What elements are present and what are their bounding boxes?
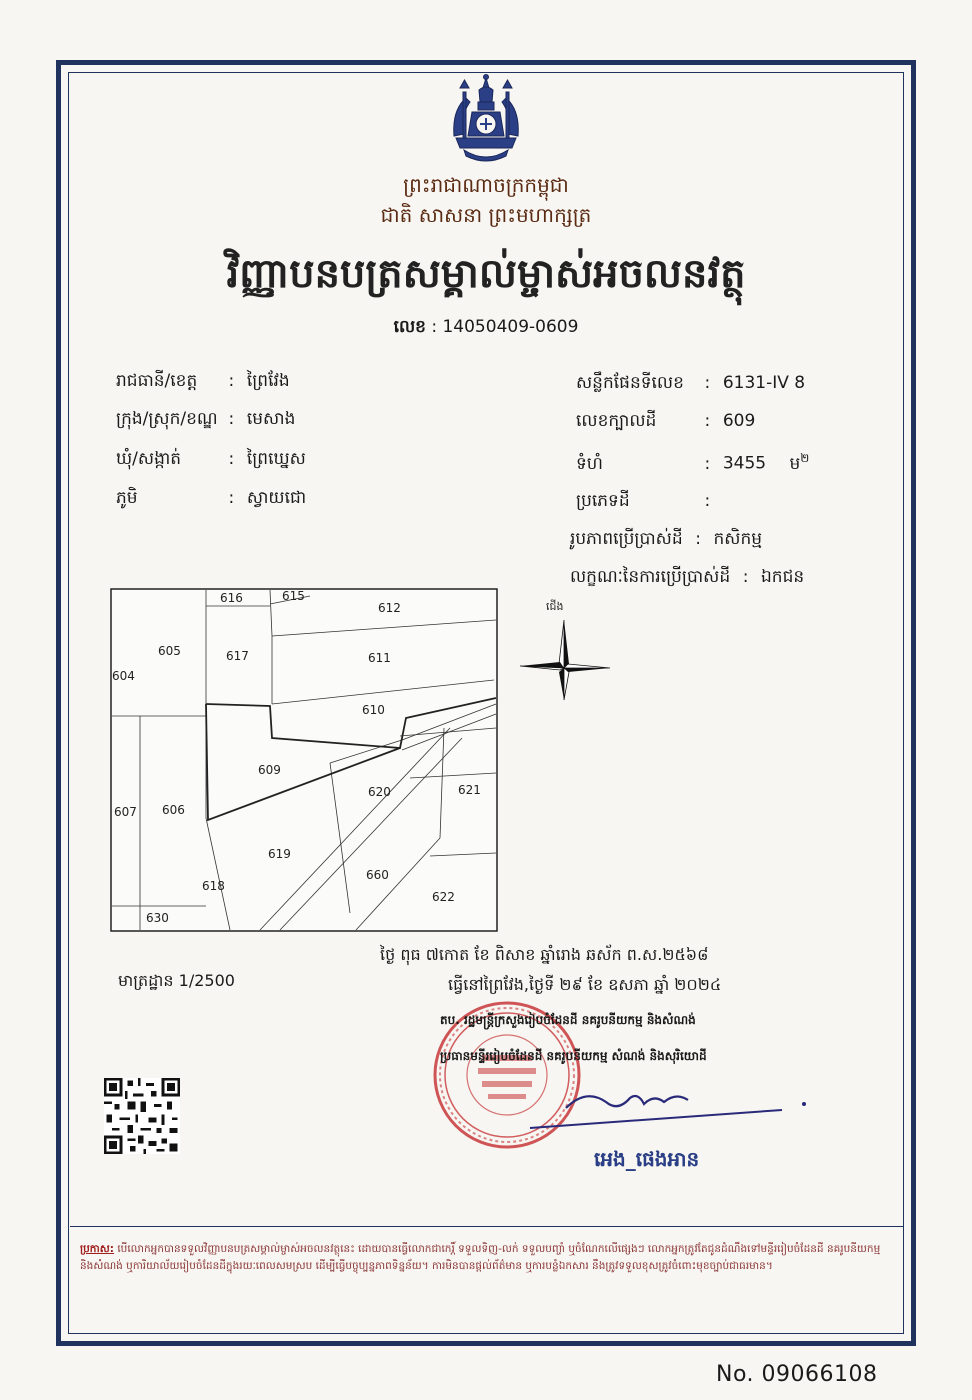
- parcel-605: 605: [158, 644, 181, 658]
- parcel-604: 604: [112, 669, 135, 683]
- colon: :: [742, 567, 749, 587]
- parcel-617: 617: [226, 649, 249, 663]
- qr-code: [104, 1078, 180, 1154]
- kingdom-heading: ព្រះរាជាណាចក្រកម្ពុជា: [403, 173, 569, 197]
- field-province-value: ព្រៃវែង: [246, 371, 290, 391]
- field-land-use: [570, 528, 762, 553]
- field-parcel-number-value: 609: [722, 411, 756, 431]
- colon: :: [228, 488, 235, 508]
- parcel-616: 616: [220, 591, 243, 605]
- field-land-use-label: រូបភាពប្រើប្រាស់ដី: [570, 529, 683, 549]
- parcel-620: 620: [368, 785, 391, 799]
- parcel-611: 611: [368, 651, 391, 665]
- field-village-value: ស្វាយជោ: [246, 488, 307, 508]
- field-area: [576, 450, 809, 478]
- field-map-sheet-value: 6131-IV 8: [722, 373, 806, 393]
- field-province-label: រាជធានី/ខេត្ត: [116, 371, 198, 391]
- certificate-number-label: លេខ: [393, 317, 426, 337]
- field-land-use-value: កសិកម្ម: [713, 529, 763, 549]
- field-usage-nature: [570, 566, 804, 591]
- signatory-title-line2: ប្រធានមន្ទីររៀបចំដែនដី នគរូបនីយកម្ម សំណង់ និងសុរិយោដី: [440, 1049, 707, 1063]
- colon: :: [704, 411, 711, 431]
- colon: :: [704, 491, 711, 511]
- colon: :: [704, 373, 711, 393]
- field-area-value: 3455: [722, 453, 767, 474]
- parcel-609: 609: [258, 763, 281, 777]
- colon: :: [704, 453, 711, 474]
- field-land-type: [576, 490, 717, 515]
- parcel-615: 615: [282, 589, 305, 603]
- notice-box: [70, 1226, 904, 1330]
- cadastral-map: [110, 588, 498, 932]
- field-area-unit-sup: ២: [800, 451, 810, 465]
- parcel-630: 630: [146, 911, 169, 925]
- colon: :: [695, 529, 701, 549]
- field-district-value: មេសាង: [246, 409, 296, 429]
- certificate-number: [0, 316, 972, 341]
- field-district-label: ក្រុង/ស្រុក/ខណ្ឌ: [116, 409, 218, 429]
- signatory-title-line1: តប. រដ្ឋមន្ត្រីក្រសួងរៀបចំដែនដី នគរូបនីយកម្ម និងសំណង់: [440, 1013, 696, 1027]
- lunar-date: ថ្ងៃ ពុធ ៧កោត ខែ ពិសាខ ឆ្នាំរោង ឆស័ក ព.ស.២៥៦៨: [380, 945, 709, 964]
- royal-emblem: [446, 74, 526, 166]
- north-label: ជើង: [546, 600, 564, 613]
- parcel-607: 607: [114, 805, 137, 819]
- issue-date: ធ្វើនៅព្រៃវែង,ថ្ងៃទី ២៩ ខែ ឧសភា ឆ្នាំ ២០២៤: [448, 975, 722, 994]
- map-scale: មាត្រដ្ឋាន 1/2500: [118, 971, 235, 990]
- parcel-610: 610: [362, 703, 385, 717]
- colon: :: [431, 317, 443, 337]
- handwritten-signature: [526, 1078, 816, 1134]
- colon: :: [228, 371, 235, 391]
- parcel-618: 618: [202, 879, 225, 893]
- parcel-622: 622: [432, 890, 455, 904]
- parcel-619: 619: [268, 847, 291, 861]
- field-area-unit: ម: [789, 453, 801, 474]
- field-usage-nature-label: លក្ខណៈនៃការប្រើប្រាស់ដី: [570, 567, 731, 587]
- parcel-660: 660: [366, 868, 389, 882]
- field-map-sheet-label: សន្លឹកផែនទីលេខ: [576, 373, 684, 393]
- field-village-label: ភូមិ: [116, 488, 138, 508]
- field-map-sheet: [576, 372, 805, 397]
- parcel-621: 621: [458, 783, 481, 797]
- field-parcel-number-label: លេខក្បាលដី: [576, 411, 657, 431]
- certificate-title: វិញ្ញាបនបត្រសម្គាល់ម្ចាស់អចលនវត្ថុ: [226, 251, 746, 297]
- notice-text: បើលោកអ្នកបានទទួលវិញ្ញាបនបត្រសម្គាល់ម្ចាស់អចលនវត្ថុនេះ ដោយបានធ្វើលោកជាកេរ្តិ៍ ទទួលទិញ-លក់ ទទួលបញ្ចាំ ឬចំណែកលើផ្សេងៗ លោកអ្នកត្រូវតែជូនដំណឹងទៅមន្ទីររៀបចំដែនដី នគរូបនីយកម្ម និងសំណង់ ឬការិយាល័យរៀបចំដែនដីក្នុងរយៈពេលសមស្រប ដើម្បីធ្វើបច្ចុប្បន្នភាពទិន្នន័យ។ ការមិនបានផ្ដល់ព័ត៌មាន ឬការបន្លំឯកសារ នឹងត្រូវទទួលខុសត្រូវចំពោះមុខច្បាប់ជាធរមាន។: [80, 1243, 881, 1272]
- nation-motto: ជាតិ សាសនា ព្រះមហាក្សត្រ: [380, 203, 592, 227]
- field-village: [116, 487, 306, 512]
- field-commune-label: ឃុំ/សង្កាត់: [116, 449, 182, 469]
- signatory-name: អេង_ផេងអាន: [594, 1147, 700, 1171]
- field-commune: [116, 448, 306, 473]
- north-arrow-icon: [516, 596, 612, 702]
- field-province: [116, 370, 290, 395]
- field-parcel-number: [576, 410, 755, 435]
- notice-label: ប្រកាស:: [80, 1243, 114, 1255]
- serial-number: No. 09066108: [716, 1362, 878, 1387]
- field-usage-nature-value: ឯកជន: [760, 567, 805, 587]
- colon: :: [228, 409, 235, 429]
- certificate-number-value: 14050409-0609: [442, 317, 579, 337]
- field-commune-value: ព្រៃឃ្នេស: [246, 449, 306, 469]
- parcel-612: 612: [378, 601, 401, 615]
- colon: :: [228, 449, 235, 469]
- field-area-label: ទំហំ: [576, 453, 603, 474]
- field-land-type-label: ប្រភេទដី: [576, 491, 630, 511]
- field-district: [116, 408, 295, 433]
- parcel-606: 606: [162, 803, 185, 817]
